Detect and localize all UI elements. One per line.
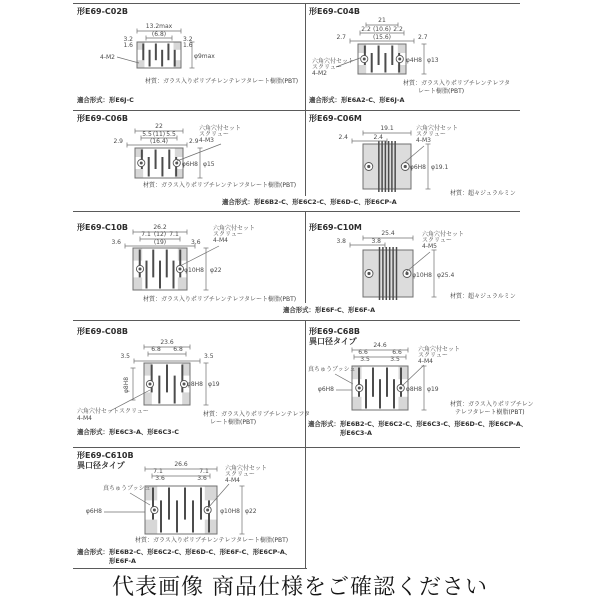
rule-row4-row5 [73, 447, 520, 448]
dim-label: φ13 [427, 57, 439, 64]
dim-label: 3.2 [123, 36, 133, 43]
dim-label: 19.1 [380, 125, 394, 132]
fit-label: 適合形式：形E6B2-C、形E6C2-C、形E6C3-C、形E6D-C、形E6CP-A、 [308, 420, 528, 428]
drawing-e69-c610b [86, 461, 267, 534]
dim-label: 2.9 [189, 138, 199, 145]
dim-label: (10.6) [372, 26, 392, 33]
dim-label: スクリュー [225, 471, 255, 478]
dim-label: φ22 [245, 508, 257, 515]
material-label: レート樹脂(PBT) [418, 88, 465, 95]
dim-label: 13.2max [145, 23, 173, 30]
dim-label: φ4H8 [405, 57, 422, 64]
dim-label: φ10H8 [184, 267, 204, 274]
dim-label: 25.4 [381, 230, 395, 237]
dim-label: スクリュー [199, 131, 229, 138]
dim-label: 六角穴付セット [422, 231, 465, 238]
dim-label: φ19.1 [431, 164, 449, 171]
dim-label: φ8H8 [123, 376, 130, 394]
dim-label: φ8H8 [405, 386, 422, 393]
dim-label: 6.8 [151, 346, 161, 353]
dim-label: 26.6 [174, 461, 188, 468]
material-label: 材質：ガラス入りポリブチレン [450, 401, 534, 408]
dim-label: スクリュー [312, 64, 342, 71]
dim-label: 六角穴付セット [416, 125, 459, 132]
dim-label: 3.5 [120, 353, 130, 360]
material-label: 材質：ガラス入りポリブチレンテレフタレート樹脂(PBT) [135, 537, 289, 544]
dim-label: 3.2 [183, 36, 193, 43]
fit-label: 適合形式：形E6C3-A、形E6C3-C [77, 428, 179, 436]
dim-label: 3.6 [197, 475, 207, 482]
material-label: 材質：ガラス入りポリブチレンテレフタ [403, 80, 511, 87]
panel-subtitle-e69-c610b: 異口径タイプ [77, 461, 125, 470]
dim-label: 4-M3 [199, 137, 214, 144]
dim-label: 6.6 [358, 349, 368, 356]
dim-label: (12) [153, 231, 167, 238]
dim-label: 6.6 [392, 349, 402, 356]
material-label: レート樹脂(PBT) [210, 419, 257, 426]
dim-label: 3.5 [204, 353, 214, 360]
dim-label: 4-M2 [312, 70, 327, 77]
dim-label: 3.5 [390, 356, 400, 363]
dim-label: (15.6) [372, 34, 392, 41]
material-label: 材質：ガラス入りポリブチレンテレフタレート樹脂(PBT) [143, 296, 297, 303]
dim-label: 2.7 [418, 34, 428, 41]
dim-label: φ19 [208, 381, 220, 388]
rule-row3-row4 [73, 320, 520, 321]
dim-label: 3.6 [155, 475, 165, 482]
drawing-e69-c02b [100, 23, 215, 68]
divider-center-middle [305, 211, 306, 303]
dim-label: 4-M4 [77, 415, 92, 422]
dim-label: 4-M5 [422, 243, 437, 250]
dim-label: スクリュー [416, 131, 446, 138]
dim-label: (11) [152, 131, 166, 138]
dim-label: 4-M2 [100, 54, 115, 61]
dim-label: 真ちゅうブッシュ [103, 485, 151, 492]
dim-label: φ6H8 [409, 164, 426, 171]
material-label: 材質：ガラス入りポリブチレンテレフタレート樹脂(PBT) [143, 182, 297, 189]
material-label: 材質：ガラス入りポリブチレンテレフタレート樹脂(PBT) [145, 78, 299, 85]
dim-label: φ15 [203, 161, 215, 168]
dim-label: φ22 [210, 267, 222, 274]
dim-label: 2.7 [336, 34, 346, 41]
dim-label: 21 [378, 17, 386, 24]
dim-label: 7.1 [199, 468, 209, 475]
dim-label: φ6H8 [85, 508, 102, 515]
dim-label: 7.1 [141, 231, 151, 238]
dim-label: 3.6 [111, 239, 121, 246]
dim-label: 6.8 [173, 346, 183, 353]
dim-label: 六角穴付セット [213, 225, 256, 232]
dim-label: 真ちゅうブッシュ [308, 366, 356, 373]
dim-label: φ10H8 [412, 272, 432, 279]
panel-title-e69-c04b: 形E69-C04B [309, 7, 361, 16]
drawing-e69-c10m [336, 230, 464, 300]
drawing-e69-c10b [111, 224, 255, 290]
divider-center-lower [305, 320, 306, 568]
panel-title-e69-c06b: 形E69-C06B [77, 114, 129, 123]
dim-label: φ19 [427, 386, 439, 393]
dim-label: 2.4 [373, 134, 383, 141]
dim-label: 7.1 [169, 231, 179, 238]
dim-label: 六角穴付セット [418, 346, 461, 353]
dim-label: 1.6 [183, 42, 193, 49]
drawing-e69-c04b [312, 17, 439, 77]
dim-label: 1.6 [123, 42, 133, 49]
drawing-e69-c06b [113, 123, 241, 178]
dim-label: φ9max [194, 53, 215, 60]
drawing-e69-c06m [338, 124, 458, 192]
panel-title-e69-c10b: 形E69-C10B [77, 223, 129, 232]
material-label: 材質：ガラス入りポリブチレンテレフタ [203, 411, 311, 418]
fit-label-shared: 適合形式：形E6F-C、形E6F-A [283, 306, 376, 314]
drawing-e69-c68b [308, 342, 460, 410]
dim-label: 7.1 [153, 468, 163, 475]
dim-label: φ6H8 [317, 386, 334, 393]
dim-label: 4-M4 [418, 358, 433, 365]
dim-label: 六角穴付セット [225, 465, 268, 472]
panel-subtitle-e69-c68b: 異口径タイプ [309, 337, 357, 346]
dim-label: φ6H8 [181, 161, 198, 168]
dim-label: φ8H8 [186, 381, 203, 388]
panel-title-e69-c610b: 形E69-C610B [77, 451, 134, 460]
fit-label: 適合形式：形E6A2-C、形E6J-A [309, 96, 405, 104]
rule-bottom [73, 568, 307, 569]
rule-row2-row3 [73, 211, 520, 212]
dim-label: スクリュー [418, 352, 448, 359]
panel-title-e69-c02b: 形E69-C02B [77, 7, 129, 16]
rule-top [73, 3, 520, 4]
material-label: テレフタレート樹脂(PBT) [455, 409, 525, 416]
dim-label: 3.8 [336, 238, 346, 245]
panel-title-e69-c06m: 形E69-C06M [309, 114, 362, 123]
dim-label: 2.4 [338, 134, 348, 141]
dim-label: 六角穴付セット [199, 125, 242, 132]
rule-row1-row2 [73, 110, 520, 111]
drawing-e69-c08b [77, 339, 220, 422]
divider-center-upper [305, 3, 306, 196]
panel-title-e69-c08b: 形E69-C08B [77, 327, 129, 336]
fit-label: 形E6F-A [109, 557, 136, 565]
notice-text: 代表画像 商品仕様をご確認ください [112, 575, 488, 600]
dim-label: 六角穴付セットスクリュー [77, 408, 149, 415]
dim-label: 23.6 [160, 339, 174, 346]
dim-label: スクリュー [213, 231, 243, 238]
fit-label: 適合形式：形E6B2-C、形E6C2-C、形E6D-C、形E6F-C、形E6CP-A、 [77, 548, 292, 556]
dim-label: 3.6 [191, 239, 201, 246]
material-label: 材質：超々ジュラルミン [450, 293, 516, 300]
dim-label: 4-M4 [225, 477, 240, 484]
material-label: 材質：超々ジュラルミン [450, 190, 516, 197]
dim-label: 3.8 [371, 238, 381, 245]
dim-label: 5.5 [142, 131, 152, 138]
dim-label: 3.5 [360, 356, 370, 363]
dim-label: 24.6 [373, 342, 387, 349]
panel-title-e69-c10m: 形E69-C10M [309, 223, 362, 232]
dim-label: φ25.4 [437, 272, 455, 279]
dim-label: 4-M3 [416, 137, 431, 144]
dim-label: 2.2 [393, 26, 403, 33]
fit-label: 形E6C3-A [340, 429, 372, 437]
dim-label: 22 [155, 123, 163, 130]
dim-label: 26.2 [153, 224, 167, 231]
dim-label: (16.4) [149, 138, 169, 145]
dim-label: スクリュー [422, 237, 452, 244]
dim-label: 2.9 [113, 138, 123, 145]
dim-label: 4-M4 [213, 237, 228, 244]
dim-label: (6.8) [151, 31, 167, 38]
fit-label-shared: 適合形式：形E6B2-C、形E6C2-C、形E6D-C、形E6CP-A [222, 198, 397, 206]
dim-label: (19) [153, 239, 167, 246]
dim-label: 2.2 [361, 26, 371, 33]
dim-label: 5.5 [166, 131, 176, 138]
dim-label: 六角穴付セット [312, 58, 355, 65]
fit-label: 適合形式：形E6J-C [77, 96, 134, 104]
dim-label: φ10H8 [220, 508, 240, 515]
panel-title-e69-c68b: 形E69-C68B [309, 327, 361, 336]
